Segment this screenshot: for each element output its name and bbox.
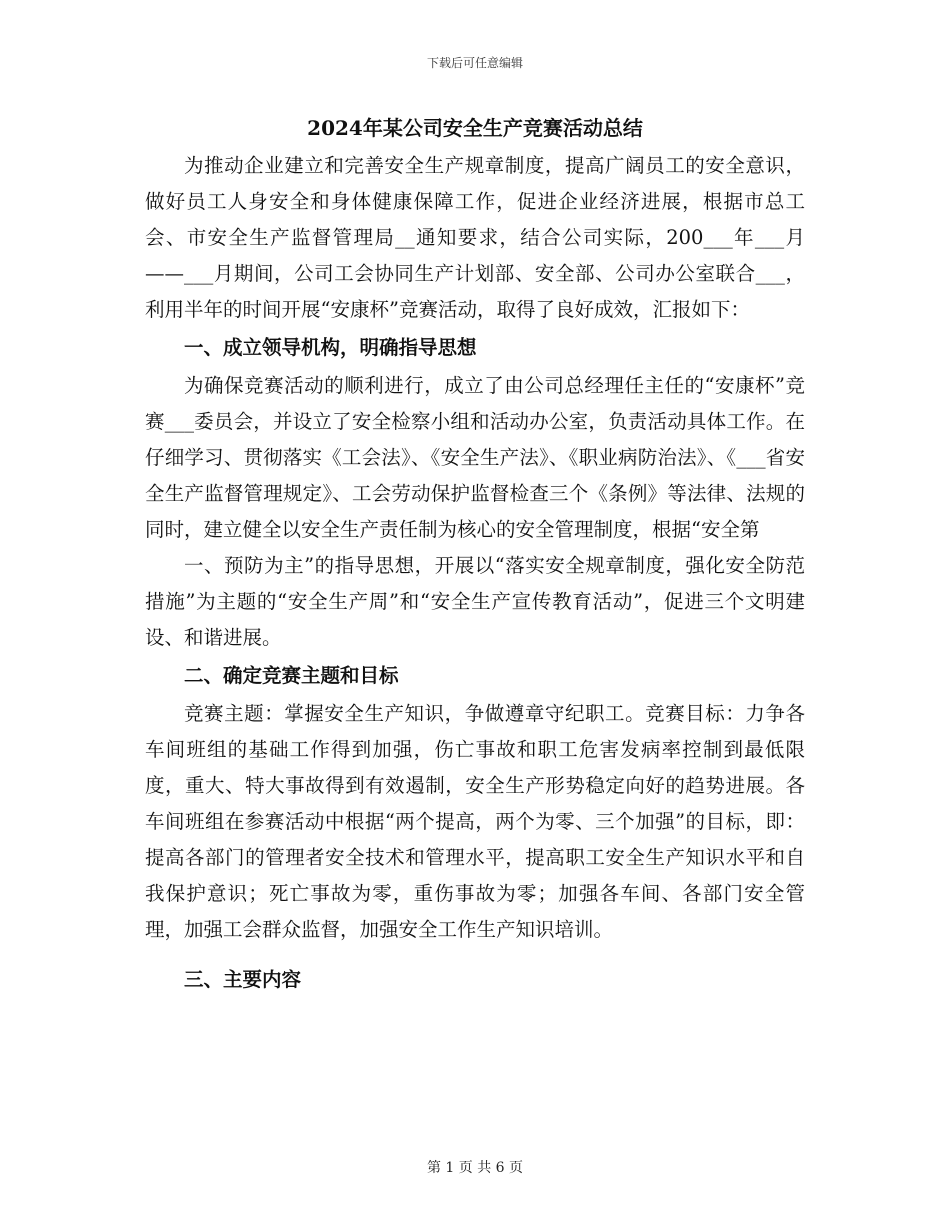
header-note: 下载后可任意编辑 <box>426 56 523 70</box>
intro-paragraph: 为推动企业建立和完善安全生产规章制度，提高广阔员工的安全意识，做好员工人身安全和身体健康保障工作，促进企业经济进展，根据市总工会、市安全生产监督管理局__通知要求，结合公司实际，200___年___月——___月期间，公司工会协同生产计划部、安全部、公司办公室联合___，利用半年的时间开展“安康杯”竞赛活动，取得了良好成效，汇报如下： <box>145 154 805 321</box>
section1-paragraph-2: 一、预防为主”的指导思想，开展以“落实安全规章制度，强化安全防范措施”为主题的“安全生产周”和“安全生产宣传教育活动”，促进三个文明建设、和谐进展。 <box>145 554 805 649</box>
section1-paragraph-1: 为确保竞赛活动的顺利进行，成立了由公司总经理任主任的“安康杯”竞赛___委员会，并设立了安全检察小组和活动办公室，负责活动具体工作。在仔细学习、贯彻落实《工会法》、《安全生产法》、《职业病防治法》、《___省安全生产监督管理规定》、工会劳动保护监督检查三个《条例》等法律、法规的同时，建立健全以安全生产责任制为核心的安全管理制度，根据“安全第 <box>145 374 805 541</box>
document-title: 2024年某公司安全生产竞赛活动总结 <box>307 116 643 140</box>
section-heading-2: 二、确定竞赛主题和目标 <box>184 664 399 687</box>
section2-paragraph-1: 竞赛主题：掌握安全生产知识，争做遵章守纪职工。竞赛目标：力争各车间班组的基础工作得到加强，伤亡事故和职工危害发病率控制到最低限度，重大、特大事故得到有效遏制，安全生产形势稳定向好的趋势进展。各车间班组在参赛活动中根据“两个提高，两个为零、三个加强”的目标，即：提高各部门的管理者安全技术和管理水平，提高职工安全生产知识水平和自我保护意识；死亡事故为零，重伤事故为零；加强各车间、各部门安全管理，加强工会群众监督，加强安全工作生产知识培训。 <box>145 702 805 941</box>
section-heading-3: 三、主要内容 <box>184 968 302 991</box>
section-heading-1: 一、成立领导机构，明确指导思想 <box>184 336 477 359</box>
page-number: 第 1 页 共 6 页 <box>426 1160 524 1176</box>
document-body <box>145 112 805 1000</box>
